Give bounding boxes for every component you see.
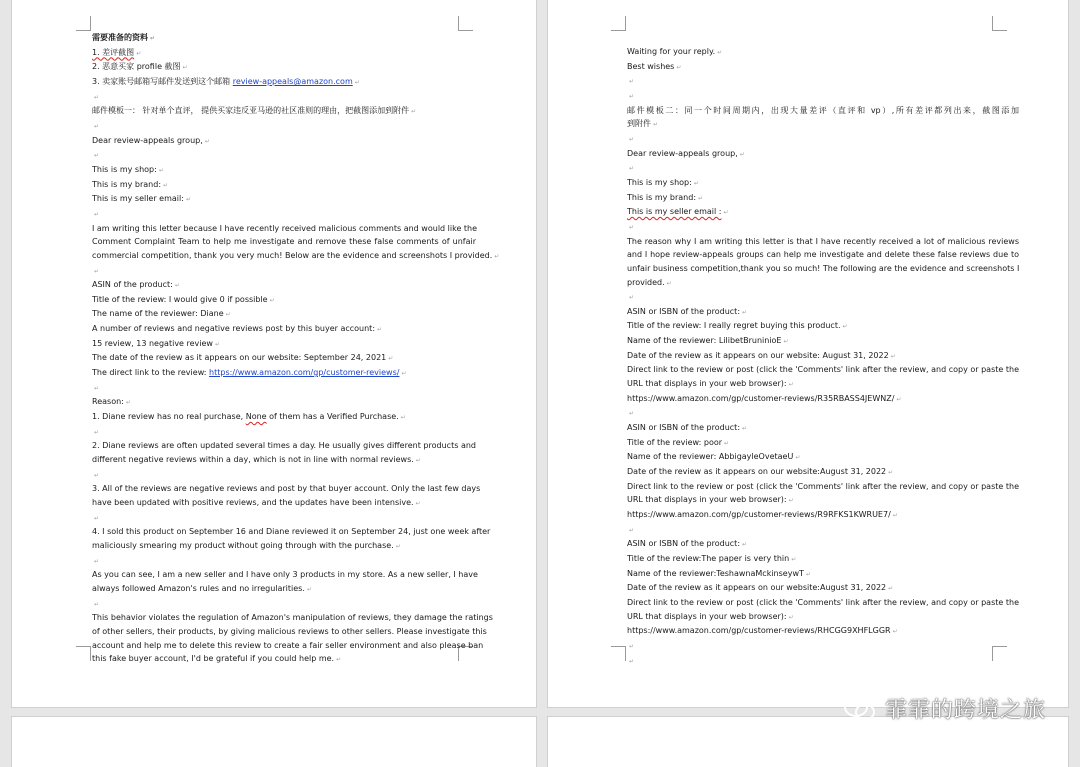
review-url: https://www.amazon.com/gp/customer-reviews/RHCGG9XHFLGGR [627, 626, 891, 636]
template-two-heading: 邮件模板二：同一个时间周期内，出现大量差评（直评和 vp）,所有差评都列出来，截图添加 [627, 105, 1019, 115]
line: ASIN or ISBN of the product: [627, 306, 741, 316]
line: 15 review, 13 negative review [92, 338, 213, 348]
line: Name of the reviewer: AbbigayleOvetaeU [627, 452, 794, 462]
line: this fake buyer account, I'd be grateful if you could help me. [92, 654, 335, 664]
template-one-heading: 邮件模板一： 针对单个直评， 提供买家违反亚马逊的社区准则的理由，把截图添加到附件 [92, 106, 410, 116]
line: Comment Complaint Team to help me investigate and remove these false comments of unfair [92, 237, 476, 247]
line: This is my shop: [92, 164, 157, 174]
line: Title of the review: I would give 0 if possible [92, 294, 268, 304]
line: 到附件 [627, 119, 651, 129]
margin-mark-top-left [76, 16, 91, 31]
review-url: https://www.amazon.com/gp/customer-reviews/R35RBASS4JEWNZ/ [627, 393, 895, 403]
margin-mark-bottom-left [611, 646, 626, 661]
line: 3. All of the reviews are negative reviews and post by that buyer account. Only the last few days [92, 484, 481, 494]
review-link[interactable]: https://www.amazon.com/gp/customer-reviews/ [209, 368, 400, 378]
line: URL that displays in your web browser): [627, 379, 787, 389]
line: unfair business competition,thank you so much! The following are the evidence and screenshots I [627, 263, 1020, 273]
line: 2. Diane reviews are often updated several times a day. He usually gives different products and [92, 441, 476, 451]
line: Title of the review: I really regret buying this product. [627, 321, 841, 331]
line: commercial competition, thank you very much! Below are the evidence and screenshots I provided. [92, 250, 493, 260]
line: ASIN or ISBN of the product: [627, 423, 741, 433]
line: ASIN of the product: [92, 280, 173, 290]
line: Direct link to the review or post (click the 'Comments' link after the review, and copy or paste the [627, 597, 1019, 607]
line: 3. 卖家账号邮箱写邮件发送到这个邮箱 [92, 76, 231, 86]
line: Direct link to the review or post (click the 'Comments' link after the review, and copy or paste the [627, 365, 1019, 375]
line: As you can see, I am a new seller and I have only 3 products in my store. As a new seller, I have [92, 570, 478, 580]
line: 4. I sold this product on September 16 and Diane reviewed it on September 24, just one week after [92, 527, 491, 537]
line: URL that displays in your web browser): [627, 611, 787, 621]
line: have been updated with positive reviews, and the updates have been intensive. [92, 498, 414, 507]
line: The reason why I am writing this letter is that I have recently received a lot of malicious reviews [627, 236, 1019, 246]
line: 2. 恶意买家 profile 截图 [92, 62, 181, 72]
margin-mark-top-left [611, 16, 626, 31]
line: and I hope review-appeals groups can help me investigate and delete these false reviews due to [627, 250, 1019, 260]
line: ASIN or ISBN of the product: [627, 539, 741, 549]
line: Direct link to the review or post (click the 'Comments' link after the review, and copy or paste the [627, 481, 1019, 491]
line: Title of the review: poor [627, 437, 723, 447]
line: None [245, 412, 267, 422]
line: Date of the review as it appears on our website:August 31, 2022 [627, 583, 887, 593]
page-2-text[interactable]: Waiting for your reply. ↵ Best wishes ↵ ↵ ↵ 邮件模板二：同一个时间周期内，出现大量差评（直评和 vp）,所有差评都列出来，截图添加 到附件 ↵ ↵ Dear review-appeals group, ↵ ↵ This is my shop: ↵ This is my brand: ↵ This is my seller email : ↵ ↵ The reason why I am writing this letter is that I have recently received a lot of malicious reviews and I hope review-appeals groups can help me investigate and delete these false reviews due to unfair business competition,thank you so much! The following are the evidence and screenshots I provided. ↵ ↵ ASIN or ISBN of the product: ↵ Title of the review: I really regret buying this product. ↵ Name of the reviewer: LilibetBruninioE ↵ Date of the review as it appears on our website: August 31, 2022 ↵ Direct link to the review or post (click the 'Comments' link after the review, and copy or paste the URL that displays in your web browser): ↵ https://www.amazon.com/gp/customer-reviews/R35RBASS4JEWNZ/ ↵ ↵ ASIN or ISBN of the product: ↵ Title of the review: poor ↵ Name of the reviewer: AbbigayleOvetaeU ↵ Date of the review as it appears on our website:August 31, 2022 ↵ Direct link to the review or post (click the 'Comments' link after the review, and copy or paste the URL that displays in your web browser): ↵ https://www.amazon.com/gp/customer-reviews/R9RFKS1KWRUE7/ ↵ ↵ ASIN or ISBN of the product: ↵ Title of the review:The paper is very thin ↵ Name of the reviewer:TeshawnaMckinseywT ↵ Date of the review as it appears on our website:August 31, 2022 ↵ Direct link to the review or post (click the 'Comments' link after the review, and copy or paste the URL that displays in your web browser): ↵ https://www.amazon.com/gp/customer-reviews/RHCGG9XHFLGGR ↵ ↵ ↵ [627, 47, 1020, 665]
page-1-text[interactable]: 需要准备的资料 ↵ 1. 差评截图 ↵ 2. 恶意买家 profile 截图 ↵ 3. 卖家账号邮箱写邮件发送到这个邮箱 review-appeals@amazon.com ↵ ↵ 邮件模板一： 针对单个直评， 提供买家违反亚马逊的社区准则的理由，把截图添加到附件 ↵ ↵ Dear review-appeals group, ↵ ↵ This is my shop: ↵ This is my brand: ↵ This is my seller email: ↵ ↵ I am writing this letter because I have recently received malicious comments and would like the Comment Complaint Team to help me investigate and remove these false comments of unfair commercial competition, thank you very much! Below are the evidence and screenshots I provided. ↵ ↵ ASIN of the product: ↵ Title of the review: I would give 0 if possible ↵ The name of the reviewer: Diane ↵ A number of reviews and negative reviews post by this buyer account: ↵ 15 review, 13 negative review ↵ The date of the review as it appears on our website: September 24, 2021 ↵ The direct link to the review: https://www.amazon.com/gp/customer-reviews/ ↵ ↵ Reason: ↵ 1. Diane review has no real purchase, None of them has a Verified Purchase. ↵ ↵ 2. Diane reviews are often updated several times a day. He usually gives different products and different negative reviews within a day, which is not in line with normal reviews. ↵ ↵ 3. All of the reviews are negative reviews and post by that buyer account. Only the last few days have been updated with positive reviews, and the updates have been intensive. ↵ ↵ 4. I sold this product on September 16 and Diane reviewed it on September 24, just one week after maliciously smearing my product without going through with the purchase. ↵ ↵ As you can see, I am a new seller and I have only 3 products in my store. As a new seller, I have always followed Amazon's rules and no irregularities. ↵ ↵ This behavior violates the regulation of Amazon's manipulation of reviews, they damage the ratings of other sellers, their products, by giving malicious reviews to other sellers. Please investigate this account and help me to delete this review to create a fair seller environment and also please ban this fake buyer account, I'd be grateful if you could help me. ↵ [92, 33, 500, 664]
line: Date of the review as it appears on our website:August 31, 2022 [627, 467, 887, 477]
line: This is my seller email : [627, 207, 722, 217]
document-page-2 [548, 0, 1068, 707]
margin-mark-top-right [992, 16, 1007, 31]
line: I am writing this letter because I have recently received malicious comments and would like the [92, 223, 478, 233]
margin-mark-top-right [458, 16, 473, 31]
line: This is my brand: [627, 192, 697, 202]
line: This is my shop: [627, 177, 692, 187]
review-url: https://www.amazon.com/gp/customer-reviews/R9RFKS1KWRUE7/ [627, 510, 891, 519]
margin-mark-bottom-left [76, 646, 91, 661]
line: This is my seller email: [92, 194, 184, 204]
line: of other sellers, their products, by giving malicious reviews to other sellers. Please investigate this [92, 626, 487, 636]
line: URL that displays in your web browser): [627, 495, 787, 505]
line: provided. [627, 277, 665, 287]
doc-heading: 需要准备的资料 ↵ [92, 33, 156, 42]
line: Title of the review:The paper is very thin [627, 553, 790, 563]
line: different negative reviews within a day, which is not in line with normal reviews. [92, 455, 414, 465]
document-page-4 [548, 717, 1068, 767]
line: 1. 差评截图 [92, 47, 135, 57]
line: Name of the reviewer: LilibetBruninioE [627, 336, 782, 346]
document-page-3 [12, 717, 536, 767]
line: A number of reviews and negative reviews post by this buyer account: [92, 324, 376, 334]
line: Best wishes [627, 61, 675, 71]
document-page-1 [12, 0, 536, 707]
wechat-icon [843, 696, 877, 722]
line: This behavior violates the regulation of Amazon's manipulation of reviews, they damage the ratings [92, 613, 493, 623]
line: Dear review-appeals group, [627, 148, 738, 158]
line: This is my brand: [92, 179, 162, 189]
line: Dear review-appeals group, [92, 135, 203, 145]
line: maliciously smearing my product without going through with the purchase. [92, 540, 394, 550]
heading-text: 需要准备的资料 [92, 33, 148, 42]
watermark-text: 霏霏的跨境之旅 [884, 698, 1046, 723]
watermark [843, 693, 1046, 724]
line: of them has a Verified Purchase. [266, 412, 399, 422]
line: always followed Amazon's rules and no irregularities. [92, 583, 305, 593]
line: Reason: [92, 397, 124, 407]
line: Name of the reviewer:TeshawnaMckinseywT [627, 568, 804, 578]
line: Date of the review as it appears on our website: August 31, 2022 [627, 350, 889, 360]
email-link[interactable]: review-appeals@amazon.com [232, 76, 353, 86]
line: The date of the review as it appears on our website: September 24, 2021 [92, 353, 387, 363]
line: Waiting for your reply. [627, 47, 716, 56]
line: 1. Diane review has no real purchase, [92, 412, 244, 422]
line: The name of the reviewer: Diane [92, 309, 224, 319]
line: account and help me to delete this review to create a fair seller environment and also please ban [92, 640, 484, 650]
line: The direct link to the review: [92, 368, 207, 378]
